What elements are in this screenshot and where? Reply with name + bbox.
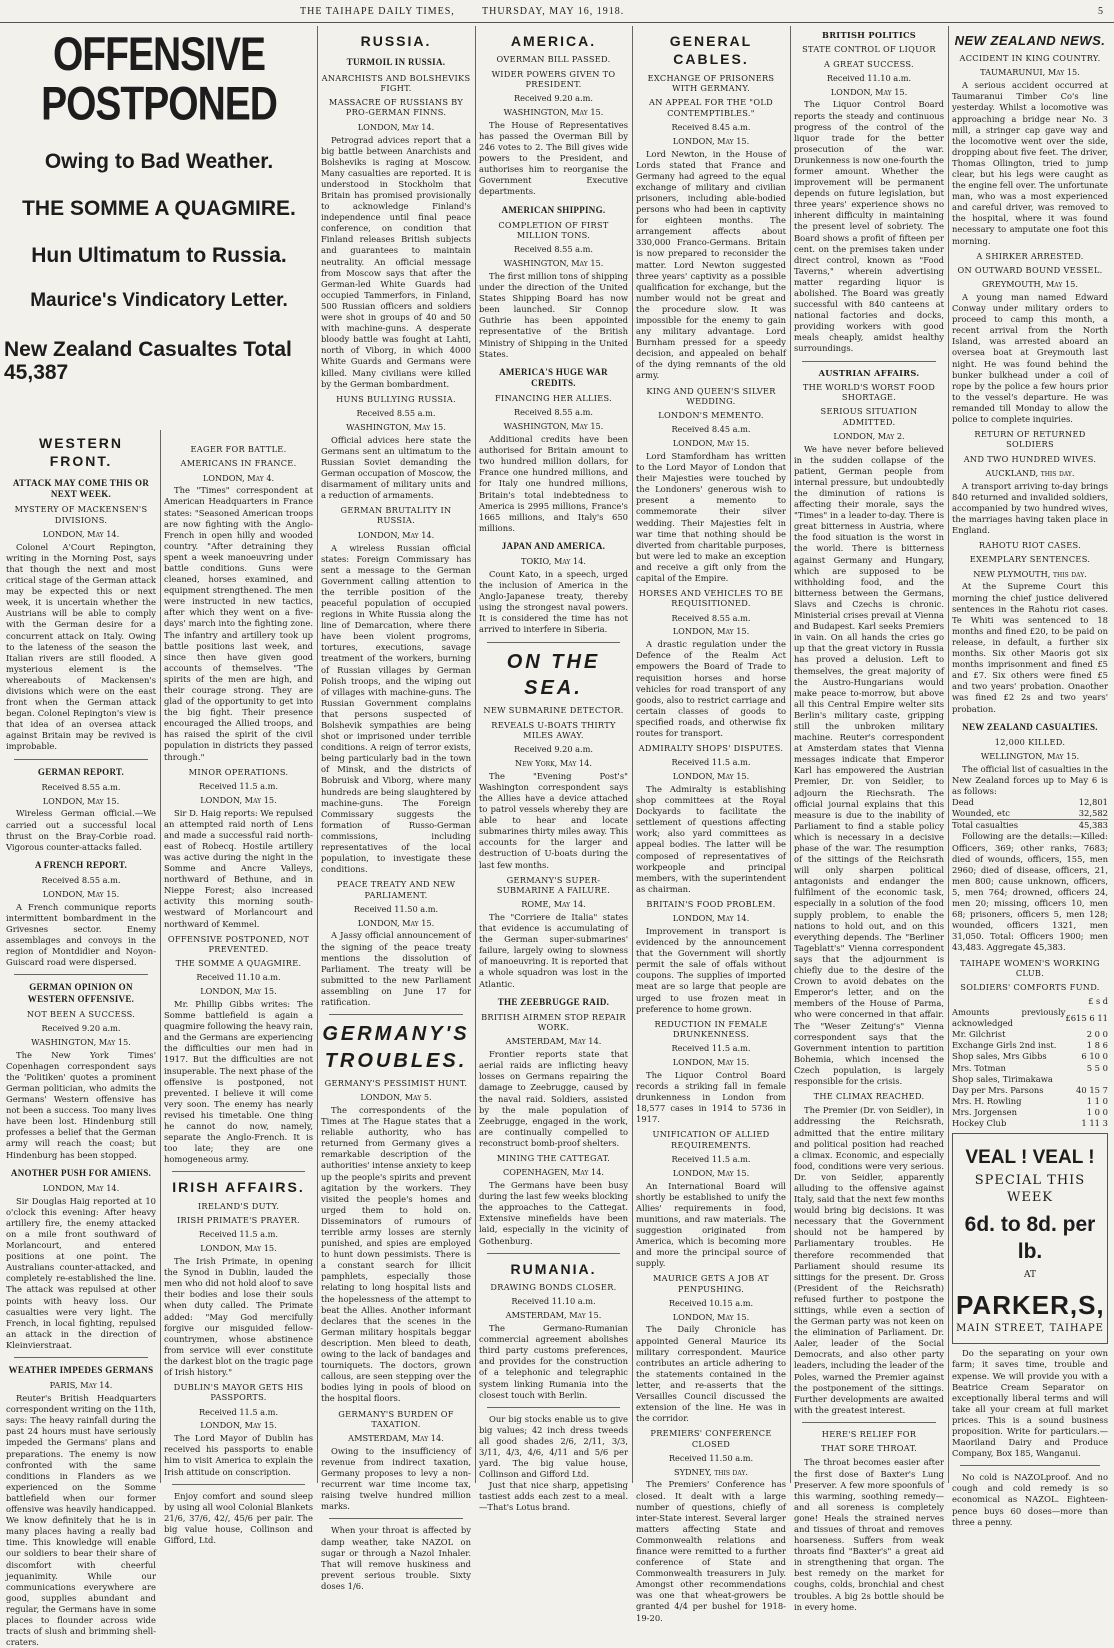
casualty-table xyxy=(952,797,1108,831)
table-row xyxy=(952,1096,1108,1107)
table-row xyxy=(952,1007,1108,1029)
table-value: £615 6 11 xyxy=(1065,1012,1108,1023)
article-subheading: EXEMPLARY SENTENCES. xyxy=(969,554,1091,565)
table-label: Shop sales, Mrs Gibbs xyxy=(952,1051,1047,1062)
table-label: Mr. Gilchrist xyxy=(952,1029,1006,1040)
table-label: Exchange Girls 2nd inst. xyxy=(952,1040,1057,1051)
divider xyxy=(487,1253,620,1254)
article-subheading: WIDER POWERS GIVEN TO PRESIDENT. xyxy=(491,68,616,89)
dateline: TOKIO, May 14. xyxy=(520,556,587,567)
article-body: A young man named Edward Conway under military orders to proceed to camp this month, a recent arrival from the North Island, was arrested aboard an oversea boat at Greymouth last night. He was found behind the bunker bulkhead under a coil of rope by the police a few hours prior to the vessel's departure. He was remanded till Monday to allow the police to complete inquiries. xyxy=(952,291,1108,424)
dateline: LONDON, May 14. xyxy=(672,913,750,924)
article-body: Wireless German official.—We carried out a successful local thrust on the Bray-Corbie road. Vigorous counter-attacks failed. xyxy=(6,808,156,852)
advertisement-separator: Do the separating on your own farm; it saves time, trouble and expense. We will provide you with a Beatrice Cream Separator on exceptionally liberal terms and will take all your cream at full market prices. This is a sound business proposition. Write for particulars.—Maoriland Dairy and Produce Company, Box 185, Wanganui. xyxy=(952,1348,1108,1459)
dateline: LONDON, May 15. xyxy=(42,795,120,806)
article-heading: HUNS BULLYING RUSSIA. xyxy=(336,393,456,404)
article-heading: HERE'S RELIEF FOR xyxy=(821,1428,917,1439)
masthead xyxy=(0,0,1114,23)
divider xyxy=(802,361,936,362)
article-body: Sir D. Haig reports: We repulsed an attempted raid north of Lens and made a successful raid north-east of Robecq. Hostile artillery was active during the night in the Somme and Ancre Valleys, northward of Bethune, and in Nieppe Forest; also increased activity this morning south-westward of Morlancourt and northward of Kemmel. xyxy=(164,807,313,929)
table-value: 2 0 0 xyxy=(1086,1029,1108,1040)
article-body: The "Times" correspondent at American Headquarters in France states: "Seasoned American troops are now fighting with the Anglo-French in open hilly and wooded country. "After detraining they spent a week manoeuvring under battle conditions. Guns were cleaned, horses examined, and equipment strengthened. The men were instructed in new tactics, after which they went on a five-days' march into the fighting zone. The infantry and artillery took up battle positions last week, and since then have given good accounts of themselves. "The spirits of the men are high, and their courage strong. They are glad of the opportunity to get into the big fight. Their presence encouraged the Allied troops, and has raised the spirit of the civil population in districts they passed through." xyxy=(164,485,313,762)
dateline: TAUMARUNUI, May 15. xyxy=(980,67,1080,78)
article-subheading: THAT SORE THROAT. xyxy=(820,1443,918,1454)
dateline: LONDON, May 15. xyxy=(672,1167,750,1178)
received-time: Received 11.10 a.m. xyxy=(196,972,281,983)
article-heading: GERMAN BRUTALITY IN RUSSIA. xyxy=(340,505,452,526)
section-irish-affairs: IRISH AFFAIRS. xyxy=(172,1179,305,1196)
dateline: LONDON, May 14. xyxy=(42,528,120,539)
received-time: Received 8.55 a.m. xyxy=(513,244,594,255)
column-rule xyxy=(475,26,476,1483)
article-heading: RAHOTU RIOT CASES. xyxy=(978,540,1082,551)
received-time: Received 8.45 a.m. xyxy=(671,424,751,435)
divider xyxy=(960,1465,1100,1466)
dateline: LONDON, May 15. xyxy=(672,1057,750,1068)
dateline: New York, May 14. xyxy=(515,757,592,768)
article-subheading: FINANCING HER ALLIES. xyxy=(494,393,613,404)
table-row xyxy=(952,1118,1108,1129)
article-heading: MINOR OPERATIONS. xyxy=(188,766,289,777)
article-body: Reuter's British Headquarters correspondent writing on the 11th, says: The heavy rainfall during the past 24 hours must have seriously impeded the Germans' plans and preparations. The enemy is now confronted with the same conditions in Flanders as we experienced on the Somme battlefield when our former offensive was heavily handicapped. We know definitely that he is in many places having a really bad time. This knowledge will enable our soldiers to bear their share of discomfort with cheerful jequanimity. While our communications everywhere are good, supplies abundant and regular, the Germans have in some places to flounder across wide tracts of slush and brimming shell-craters. xyxy=(6,1393,156,1648)
table-row xyxy=(952,1040,1108,1051)
dateline: LONDON, May 15. xyxy=(672,135,750,146)
article-subheading: AN APPEAL FOR THE "OLD CONTEMPTIBLES." xyxy=(649,97,773,118)
article-body: The first million tons of shipping under the direction of the United States Shipping Board has now been launched. Sir Connop Guthrie has been appointed representative of the British Ministry of Shipping in the United States. xyxy=(479,270,628,359)
dateline: LONDON, May 15. xyxy=(672,771,750,782)
article-subheading: SOLDIERS' COMFORTS FUND. xyxy=(960,982,1100,993)
dateline: AUCKLAND, this day. xyxy=(985,467,1075,478)
article-heading: AMERICAN SHIPPING. xyxy=(501,204,606,215)
table-value: 1 0 0 xyxy=(1086,1106,1108,1117)
dateline: LONDON, May 15. xyxy=(200,1420,277,1431)
dateline: LONDON, May 14. xyxy=(42,1182,120,1193)
article-body: The "Corriere de Italia" states that evidence is accumulating of the German super-submarines' failure, largely owing to slowness of manoeuvring. It is reported that a whole squadron was lost in the Atlantic. xyxy=(479,911,628,989)
article-heading: NEW ZEALAND CASUALTIES. xyxy=(962,721,1098,732)
advertisement-blankets: Enjoy comfort and sound sleep by using all wool Colonial Blankets 21/6, 37/6, 42/, 45/6 per pair. The big value house, Collinson and Gifford, Ltd. xyxy=(164,1490,313,1545)
article-heading: OFFENSIVE POSTPONED, NOT PREVENTED. xyxy=(167,933,310,954)
dateline: LONDON, May 15. xyxy=(357,917,435,928)
received-time: Received 11.5 a.m. xyxy=(198,1229,279,1240)
section-austrian-affairs: AUSTRIAN AFFAIRS. xyxy=(818,367,920,378)
table-label: Total casualties xyxy=(952,820,1060,832)
article-body: The Germans have been busy during the last few weeks blocking the approaches to the Cattegat. Extensive minefields have been laid, especially in the vicinity of Gothenburg. xyxy=(479,1180,628,1246)
table-row xyxy=(952,1063,1108,1074)
table-value: 45,383 xyxy=(1060,820,1108,832)
column-5 xyxy=(636,26,786,1623)
article-subheading: SERIOUS SITUATION ADMITTED. xyxy=(820,406,918,427)
section-on-the-sea: ON THE SEA. xyxy=(506,650,601,699)
section-america: AMERICA. xyxy=(510,33,597,49)
article-body: Lord Stamfordham has written to the Lord Mayor of London that their Majesties were touched by the Londoners' generous wish to present a memento to commemorate their silver wedding. Their Majesties felt in war time that nothing should be diverted from charitable purposes, but were led to make an exception and receive a gift only from the capital of the Empire. xyxy=(636,450,786,583)
received-time: Received 9.20 a.m. xyxy=(513,93,594,104)
advertisement-nazol-2: No cold is NAZOLproof. And no cough and cold remedy is so economical as NAZOL. Eighteen-pence buys 60 doses—more than three a penny. xyxy=(952,1472,1108,1527)
article-body: Improvement in transport is evidenced by the announcement that the Government will shortly permit the sale of offals without coupons. The supplies of imported meat are so large that people are urged to use frozen meat in preference to home grown. xyxy=(636,926,786,1014)
received-time: Received 9.20 a.m. xyxy=(513,744,594,755)
divider xyxy=(172,1484,305,1485)
article-subheading: AND TWO HUNDRED WIVES. xyxy=(963,453,1097,464)
article-body: Count Kato, in a speech, urged the inclusion of America in the Anglo-Japanese treaty, thereby using the strongest naval powers. It is considered the time has not arrived to interfere in Siberia. xyxy=(479,569,628,635)
article-heading: STATE CONTROL OF LIQUOR xyxy=(802,44,936,55)
dateline: WASHINGTON, May 15. xyxy=(31,1036,131,1047)
column-2 xyxy=(164,440,313,1545)
table-value: 40 15 7 xyxy=(1076,1084,1108,1095)
article-heading: KING AND QUEEN'S SILVER WEDDING. xyxy=(646,385,776,406)
received-time: Received 11.5 a.m. xyxy=(671,1043,751,1054)
received-time: Received 8.55 a.m. xyxy=(513,407,594,418)
advertisement-tweeds: Our big stocks enable us to give big values; 42 inch dress tweeds all good shades 2/6, 2/11, 3/3, 3/11, 4/3, 4/6, 4/11 and 5/6 per yard. The big value house, Collinson and Gifford Ltd. xyxy=(479,1413,628,1480)
article-subheading: MYSTERY OF MACKENSEN'S DIVISIONS. xyxy=(14,504,148,525)
article-heading: A SHIRKER ARRESTED. xyxy=(976,250,1084,261)
column-rule xyxy=(790,26,791,1483)
received-time: Received 11.50 a.m. xyxy=(353,903,439,914)
article-heading: GERMAN REPORT. xyxy=(37,766,125,777)
divider xyxy=(329,1014,463,1015)
article-subheading: LONDON'S MEMENTO. xyxy=(658,410,764,421)
table-row xyxy=(952,808,1108,820)
article-body: Owing to the insufficiency of revenue from indirect taxation, Germany proposes to levy a non-recurrent war time income tax, raising twelve hundred million marks. xyxy=(321,1445,471,1512)
advertisement-parkers xyxy=(952,1133,1108,1344)
dateline: LONDON, May 2. xyxy=(833,430,905,441)
table-value: 6 10 0 xyxy=(1081,1051,1108,1062)
received-time: Received 10.15 a.m. xyxy=(668,1297,754,1308)
article-heading: EXCHANGE OF PRISONERS WITH GERMANY. xyxy=(647,72,775,94)
article-body: The Lord Mayor of Dublin has received his passports to enable him to visit America to explain the Irish attitude on conscription. xyxy=(164,1433,313,1477)
article-heading: TURMOIL IN RUSSIA. xyxy=(346,57,446,68)
article-body: The Liquor Control Board records a striking fall in female drunkenness in London from 18,577 cases in 1914 to 5736 in 1917. xyxy=(636,1069,786,1125)
received-time: Received 11.5 a.m. xyxy=(671,1153,751,1164)
received-time: Received 8.45 a.m. xyxy=(671,121,751,132)
dateline: WASHINGTON, May 15. xyxy=(503,107,604,118)
divider xyxy=(14,974,148,975)
issue-date: THURSDAY, MAY 16, 1918. xyxy=(482,6,625,17)
article-heading: GERMANY'S PESSIMIST HUNT. xyxy=(324,1077,468,1088)
section-general-cables: GENERAL CABLES. xyxy=(669,33,753,68)
article-heading: GERMANY'S BURDEN OF TAXATION. xyxy=(338,1408,454,1429)
table-row xyxy=(952,1107,1108,1118)
dateline: COPENHAGEN, May 14. xyxy=(502,1167,605,1178)
article-subheading: A GREAT SUCCESS. xyxy=(824,58,914,69)
table-label: Mrs. H. Rowling xyxy=(952,1095,1022,1106)
newspaper-title: THE TAIHAPE DAILY TIMES, xyxy=(300,6,455,17)
dateline: AMSTERDAM, May 14. xyxy=(348,1433,444,1444)
section-western-front: WESTERN FRONT. xyxy=(39,435,123,470)
received-time: Received 9.20 a.m. xyxy=(41,1023,121,1034)
article-heading: HORSES AND VEHICLES TO BE REQUISITIONED. xyxy=(638,588,784,609)
article-body: The Liquor Control Board reports the steady and continuous progress of the control of the liquor trade for the better prosecution of the war. Drunkenness is now one-fourth the former amount. Whether the improvement will be permanent depends on future legislation, but three years' experience shows no inherent difficulty in maintaining the present level of sobriety. The Board shows a profit of fifteen per cent. on the premises taken under direct control, known as "Food Taverns," wherein advertising matter regarding liquor is abolished. The Board was greatly successful with 840 canteens at national factories and docks, providing workers with good meals cheaply, amidst healthy surroundings. xyxy=(794,99,944,354)
divider xyxy=(14,1357,148,1358)
divider xyxy=(14,759,148,760)
article-heading: MINING THE CATTEGAT. xyxy=(496,1153,611,1164)
article-subheading: THE SOMME A QUAGMIRE. xyxy=(175,958,302,969)
table-label: Amounts previously acknowledged xyxy=(952,1007,1066,1029)
dateline: GREYMOUTH, May 15. xyxy=(982,279,1078,290)
advertisement-lotus: Just that nice sharp, appetising tastiest adds each zest to a meal.—That's Lotus brand. xyxy=(479,1480,628,1513)
article-subheading: NOT BEEN A SUCCESS. xyxy=(26,1008,136,1019)
table-label: Mrs. Totman xyxy=(952,1062,1006,1073)
dateline: LONDON, May 5. xyxy=(360,1092,432,1103)
advertisement-baxters: The throat becomes easier after the first dose of Baxter's Lung Preserver. A few more spoonfuls of this warming, soothing remedy—and all soreness is completely gone! Heals the strained nerves and tissues of throat and removes hoarseness. Suffers from weak throats find "Baxter's" a great aid in strengthening that organ. The best remedy on the market for coughs, colds, bronchial and chest troubles. A big 2s bottle should be in every home. xyxy=(794,1457,944,1612)
dateline: LONDON, May 14. xyxy=(357,529,435,540)
dateline: AMSTERDAM, May 15. xyxy=(505,1310,602,1321)
article-heading: BRITAIN'S FOOD PROBLEM. xyxy=(646,898,776,909)
table-label: Dead xyxy=(952,797,975,808)
article-heading: ANOTHER PUSH FOR AMIENS. xyxy=(10,1167,152,1178)
article-heading: PREMIERS' CONFERENCE CLOSED xyxy=(650,1428,772,1449)
ad-veal-heading: VEAL ! VEAL ! xyxy=(965,1147,1095,1169)
headline-line-4: Maurice's Vindicatory Letter. xyxy=(30,290,288,312)
dateline: LONDON, May 15. xyxy=(200,986,277,997)
article-heading: ATTACK MAY COME THIS OR NEXT WEEK. xyxy=(12,477,150,500)
received-time: Received 8.55 a.m. xyxy=(41,875,121,886)
article-heading: DRAWING BONDS CLOSER. xyxy=(490,1282,617,1293)
fund-table xyxy=(952,1007,1108,1129)
article-heading: NEW SUBMARINE DETECTOR. xyxy=(483,705,624,716)
table-row xyxy=(952,1085,1108,1096)
column-4 xyxy=(479,26,628,1513)
received-time: Received 8.55 a.m. xyxy=(41,781,121,792)
dateline: LONDON, May 15. xyxy=(672,626,750,637)
received-time: Received 11.10 a.m. xyxy=(826,72,912,83)
dateline: PARIS, May 14. xyxy=(49,1380,113,1391)
column-rule xyxy=(948,26,949,1483)
front-headline-block xyxy=(4,26,314,426)
headline-line-2: THE SOMME A QUAGMIRE. xyxy=(22,196,296,220)
section-rumania: RUMANIA. xyxy=(510,1260,597,1277)
table-row xyxy=(952,820,1108,832)
column-1 xyxy=(6,428,156,1648)
article-body: The correspondents of the Times at The Hague states that a reliable authority, who has returned from Germany gives a remarkable description of the authorities' intense anxiety to keep up the people's spirits and prevent agitation by the workers. They visited the people's homes and urged them to hold on. Disseminators of rumours of terrible army losses are sternly punished, and spies are employed to hunt down pessimists. There is a constant search for illicit pamphlets, especially those relating to long hospital lists and the hopelessness of the attempt to beat the Allies. Another informant declares that the scenes in the German military hospitals beggar description. Men bleed to death, owing to the lack of bandages and tourniquets. The doctors, grown callous, are seen stepping over the bodies lying in pools of blood on the hospital floors. xyxy=(321,1104,471,1404)
section-new-zealand-news: NEW ZEALAND NEWS. xyxy=(954,33,1106,48)
received-time: Received 11.5 a.m. xyxy=(671,757,751,768)
article-heading: MAURICE GETS A JOB AT PENPUSHING. xyxy=(653,1273,769,1294)
divider xyxy=(487,642,620,643)
table-value xyxy=(1065,1074,1108,1085)
article-heading: THE CLIMAX REACHED. xyxy=(813,1091,925,1102)
section-germanys-troubles: GERMANY'S TROUBLES. xyxy=(322,1023,470,1072)
received-time: Received 11.5 a.m. xyxy=(198,1406,279,1417)
currency-header: £ s d xyxy=(1088,996,1108,1007)
dateline: LONDON, May 15. xyxy=(830,86,908,97)
article-body: The Admiralty is establishing shop committees at the Royal Dockyards to facilitate the settlement of questions affecting work; also yard committees as appeal bodies. The latter will be composed of representatives of workpeople and principal members, with the superintendent as chairman. xyxy=(636,784,786,894)
column-6 xyxy=(794,26,944,1612)
article-body: The New York Times' Copenhagen correspondent says the 'Politiken' quotes a prominent German politician, who admits the Germans' Western offensive has not been a success. Too many lives have been lost. Hindenburg still professes a belief that the German army will reach the coast; but Hindenburg has been stopped. xyxy=(6,1049,156,1160)
article-heading: AMERICA'S HUGE WAR CREDITS. xyxy=(499,366,608,388)
column-rule xyxy=(632,26,633,1483)
ad-at: AT xyxy=(1023,1269,1036,1280)
article-subheading: AMERICANS IN FRANCE. xyxy=(180,458,297,469)
page-number: 5 xyxy=(1098,6,1104,17)
received-time: Received 11.5 a.m. xyxy=(198,780,279,791)
article-heading: RETURN OF RETURNED SOLDIERS xyxy=(974,429,1086,450)
article-body: Petrograd advices report that a big battle between Anarchists and Bolsheviks is raging at Moscow. Many casualties are reported. It is understood in Stockholm that Britain has promised provisionally to acknowledge Finland's independence until final peace conference, on condition that Finland releases British subjects and guarantees to maintain neutrality. An official message from Moscow says that after the German-led White Guards had occupied Tammerfors, in Finland, 500 Russian officers and soldiers were shot in groups of 40 and 50 with machine-guns. A desperate bloody battle was fought at Lahti, north of Viborg, in which 4000 White Guards and Germans were killed. Many civilians were killed by the German bombardment. xyxy=(321,134,471,389)
article-body: We have never before believed in the sudden collapse of the patient, German people from internal pressure, but undoubtedly the diminution of rations is affecting their morale, says the "Times" in a leader to-day. There is great bitterness in Austria, where the food situation is the worst in the world. There is bitterness against Germany and Hungary, which are supposed to be withholding food, and the bitterness between the Germans, Slavs and Czechs is chronic. Ministerial crises prevail at Vienna and Budapest. Karl seeks Premiers in vain. On all hands the cries go up that the great victory in Russia has proved a delusion. Left to themselves, the great majority of the Austro-Hungarians would make peace to-morrow, but above all this Central Empire welter sits Berlin's military caste, gripping still the unbroken military machine. Reuter's correspondent at Amsterdam states that Vienna messages indicate that Emperor Karl has empowered the Austrian Premier, Dr. von Seidler, to adjourn the Riechsrath. The official journal explains that this measure is due to the inability of Parliament to find a stable policy which is necessary in a decisive phase of the war. The resumption of the sittings of the Reichsrath will only sharpen political antagonists and endanger the fulfilment of the economic task, especially in a solution of the food supply problem, to enable the nations to hold out, and on this everything depends. The "Berliner Tageblatt's" Vienna correspondent says that the adjournment is chiefly due to the desire of the Crown to avoid debates on the Emperor's letter, and on the members of the House of Parma, who were concerned in that affair. The "Weser Zeitung's" Vienna correspondent says that the Government intention to partition Bohemia, which incensed the Czech population, is largely responsible for the crisis. xyxy=(794,443,944,1086)
article-heading: ADMIRALTY SHOPS' DISPUTES. xyxy=(638,743,784,754)
dateline: NEW PLYMOUTH, this day. xyxy=(973,568,1087,579)
table-value: 1 8 6 xyxy=(1086,1040,1108,1051)
table-row xyxy=(952,797,1108,808)
table-row xyxy=(952,1051,1108,1062)
main-headline: OFFENSIVE POSTPONED xyxy=(41,29,277,131)
table-value: 32,582 xyxy=(1078,808,1108,819)
dateline: LONDON, May 15. xyxy=(200,794,277,805)
article-subheading: REVEALS U-BOATS THIRTY MILES AWAY. xyxy=(491,719,616,740)
article-heading: PEACE TREATY AND NEW PARLIAMENT. xyxy=(336,879,456,900)
dateline: WASHINGTON, May 15. xyxy=(503,421,604,432)
article-body: Sir Douglas Haig reported at 10 o'clock this evening: After heavy artillery fire, the enemy attacked on a mile front southward of Morlancourt, and entered positions at one point. The Australians counter-attacked, and completely re-established the line. The attack was repulsed at other points with heavy loss. Our casualties were very light. The French, in local fighting, repulsed an attack in the direction of Kleinvierstraat. xyxy=(6,1195,156,1350)
dateline: LONDON, May 14. xyxy=(357,121,435,132)
article-subheading: ANARCHISTS AND BOLSHEVIKS FIGHT. xyxy=(321,72,471,93)
article-heading: ACCIDENT IN KING COUNTRY. xyxy=(959,53,1101,64)
article-subheading: MASSACRE OF RUSSIANS BY PRO-GERMAN FINNS. xyxy=(328,97,464,118)
dateline: AMSTERDAM, May 14. xyxy=(505,1036,602,1047)
article-body: Official advices here state the Germans sent an ultimatum to the Russian Soviet demanding the German occupation of Moscow, the disarmament of military units and a reduction of armaments. xyxy=(321,434,471,501)
section-british-politics: BRITISH POLITICS xyxy=(821,30,916,40)
article-body: Lord Newton, in the House of Lords stated that France and Germany had agreed to the equal exchange of military and civilian prisoners, including able-bodied persons who had been in captivity for eighteen months. The arrangement affects about 330,000 Franco-Germans. Britain is now prepared to reconsider the matter. Lord Newton suggested three years' captivity as a possible qualification for exchange, but the number would not be great and the procedure slow. It was impossible for the enemy to gain any military advantage. Lord Burnham pressed for a speedy decision, and appealed on behalf of the dying remnants of the old army. xyxy=(636,148,786,381)
table-label: Shop sales, Tirimakawa xyxy=(952,1073,1053,1084)
article-subheading: ON OUTWARD BOUND VESSEL. xyxy=(957,264,1103,275)
received-time: Received 11.10 a.m. xyxy=(511,1296,596,1307)
article-body: The Irish Primate, in opening the Synod in Dublin, lauded the men who did not hold aloof to save their bodies and lose their souls when duty called. The Primate added: "May God mercifully forgive our misguided fellow-countrymen, whose abstinence from service will ever constitute the darkest blot on the tragic page of Irish history." xyxy=(164,1256,313,1377)
article-body: The "Evening Post's" Washington correspondent says the Allies have a device attached to patrol vessels whereby they are able to hear and locate submarines thirty miles away. This accounts for the larger and destruction of U-boats during the last few months. xyxy=(479,770,628,870)
table-label: Day per Mrs. Parsons xyxy=(952,1084,1044,1095)
table-value: 12,801 xyxy=(1078,797,1108,808)
ad-price: 6d. to 8d. per lb. xyxy=(964,1212,1096,1264)
table-value: 1 1 0 xyxy=(1086,1095,1108,1106)
column-rule xyxy=(160,430,161,1483)
dateline: LONDON, May 4. xyxy=(202,472,275,483)
article-body: A French communique reports intermittent bombardment in the Grivesnes sector. Enemy assemblages and convoys in the region of Montdidier and Noyon-Guiscard road were dispersed. xyxy=(6,901,156,968)
article-heading: UNIFICATION OF ALLIED REQUIREMENTS. xyxy=(652,1129,770,1150)
article-body: The Daily Chronicle has appointed General Maurice its military correspondent. Maurice contributes an article adhering to the statements contained in the letter, and re-asserts that the Versailles Council discussed the extension of the line. He was in the corridor. xyxy=(636,1324,786,1424)
article-body: An International Board will shortly be established to unify the Allies' requirements in food, munitions, and raw materials. The suggestion originated from America, which is becoming more and more the principal source of supply. xyxy=(636,1180,786,1269)
article-heading: JAPAN AND AMERICA. xyxy=(501,540,606,551)
table-row xyxy=(952,1074,1108,1085)
article-body: A wireless Russian official states: Foreign Commissary has sent a message to the German Government calling attention to the terrible position of the peaceful population of occupied regions in White Russia along the line of Demarcation, where there have been violent progroms, tortures, executions, savage treatment of the workers, burning of Russian villages by German Polish troops, and the wiping out of villages with machine-guns. The Russian Government complains that persons suspected of Bolshevik sympathies are being shot or imprisoned under terrible conditions. A reign of terror exists, being particularly bad in the town of Minsk, and the districts of Bobruisk and Viborg, where many hundreds are being slaughtered by machine-guns. The Foreign Commissary suggests the formation of Russo-German commissions, including representatives of the local population, to investigate these conditions. xyxy=(321,542,471,875)
received-time: Received 11.50 a.m. xyxy=(668,1452,754,1463)
table-row xyxy=(952,1029,1108,1040)
received-time: Received 8.55 a.m. xyxy=(356,407,436,418)
article-heading: DUBLIN'S MAYOR GETS HIS PASSPORTS. xyxy=(173,1382,304,1403)
ad-special: SPECIAL THIS WEEK xyxy=(974,1173,1086,1206)
section-russia: RUSSIA. xyxy=(360,33,432,49)
article-subheading: COMPLETION OF FIRST MILLION TONS. xyxy=(498,219,609,241)
article-body: The Premiers' Conference has closed. It dealt with a large number of questions, chiefly of inter-State interest. Several larger matters affecting State and Commonwealth relations and finance were remitted to a further conference of State and Commonwealth treasurers in July. Amongst other recommendations was one that wheat-growers be granted 4/4 per bushel for 1918-19-20. xyxy=(636,1479,786,1623)
article-heading: TAIHAPE WOMEN'S WORKING CLUB. xyxy=(960,957,1100,978)
advertisement-nazol: When your throat is affected by damp weather, take NAZOL on sugar or through a Nazol Inhaler. That will remove huskiness and prevent serious trouble. Sixty doses 1/6. xyxy=(321,1525,471,1591)
dateline: LONDON, May 15. xyxy=(672,1311,750,1322)
article-body: A transport arriving to-day brings 840 returned and invalided soldiers, accompanied by two hundred wives, the marriages having taken place in England. xyxy=(952,480,1108,536)
article-subheading: THE WORLD'S WORST FOOD SHORTAGE. xyxy=(802,381,936,403)
table-label: Hockey Club xyxy=(952,1118,1007,1129)
article-body: The official list of casualties in the New Zealand forces up to May 6 is as follows: xyxy=(952,763,1108,797)
article-heading: OVERMAN BILL PASSED. xyxy=(496,54,611,65)
dateline: WELLINGTON, May 15. xyxy=(980,751,1080,762)
headline-line-1: Owing to Bad Weather. xyxy=(44,149,274,173)
table-value: 5 5 0 xyxy=(1086,1062,1108,1073)
divider xyxy=(802,1422,936,1423)
article-subheading: BRITISH AIRMEN STOP REPAIR WORK. xyxy=(481,1011,626,1033)
column-7 xyxy=(952,26,1108,1527)
column-rule xyxy=(317,26,318,1483)
divider xyxy=(172,1171,305,1172)
article-body: A drastic regulation under the Defence of the Realm Act empowers the Board of Trade to requisition horses and horse vehicles for road transport of any goods, also to restrict carriage and certain classes of goods to specified roads, and otherwise fix routes for transport. xyxy=(636,639,786,738)
article-subheading: IRELAND'S DUTY. xyxy=(197,1200,280,1211)
article-body: The Germano-Rumanian commercial agreement abolishes third party customs preferences, and provides for the construction of a telephonic and telegraphic system linking Rumania into the closest touch with Berlin. xyxy=(479,1323,628,1400)
article-body: The House of Representatives has passed the Overman Bill by 246 votes to 2. The Bill gives wide powers to the President, and authorises him to reorganise the Government Executive departments. xyxy=(479,119,628,197)
received-time: Received 8.55 a.m. xyxy=(671,612,751,623)
article-heading: THE ZEEBRUGGE RAID. xyxy=(497,996,610,1007)
article-subheading: 12,000 KILLED. xyxy=(994,736,1066,747)
dateline: LONDON, May 15. xyxy=(42,888,120,899)
article-heading: GERMANY'S SUPER-SUBMARINE A FAILURE. xyxy=(496,874,611,895)
dateline: LONDON, May 15. xyxy=(200,1243,277,1254)
table-label: Mrs. Jorgensen xyxy=(952,1106,1017,1117)
dateline: WASHINGTON, May 15. xyxy=(503,258,604,269)
article-subheading: IRISH PRIMATE'S PRAYER. xyxy=(177,1215,300,1226)
column-3 xyxy=(321,26,471,1591)
table-label: Wounded, etc xyxy=(952,808,1010,819)
dateline: ROME, May 14. xyxy=(521,899,586,910)
ad-address: MAIN STREET, TAIHAPE xyxy=(956,1323,1104,1335)
article-body: Following are the details:—Killed: Officers, 369; other ranks, 7683; died of wounds, officers, 155, men 2960; died of disease, officers, 21, men 800; cause unknown, officers, 5, men 764; drowned, officers 24, men 20; missing, officers 10, men 68; prisoners, officers 5, men 128; wounded, officers 1321, men 31,050. Total: Officers 1900; men 43,483. Aggregate 45,383. xyxy=(952,831,1108,953)
divider xyxy=(329,1518,463,1519)
headline-line-3: Hun Ultimatum to Russia. xyxy=(31,244,287,268)
article-heading: REDUCTION IN FEMALE DRUNKENNESS. xyxy=(654,1018,768,1040)
dateline: WASHINGTON, May 15. xyxy=(346,421,446,432)
article-body: Mr. Phillip Gibbs writes: The Somme battlefield is again a quagmire following the heavy rain, and the Germans are experiencing the difficulties our men had in 1917. But the difficulties are not insuperable. The next phase of the offensive is postponed, not prevented. I believe it will come very soon. The enemy has nearly revised his timetable. One thing he cannot do now, namely, separate the Anglo-French. It is too late; they are one homogeneous army. xyxy=(164,999,313,1165)
article-body: A serious accident occurred at Taumaranui Timber Co's line yesterday. Whilst a locomotive was approaching a bridge near No. 3 mill, a stringer cap gave way and the locomotive went over the side, dropping about five feet. The driver, Thomas Ollington, tried to jump clear, but his legs were caught as the engine fell over. The unfortunate man, who was a most experienced and careful driver, was removed to the hospital, where it was found necessary to amputate one foot this morning. xyxy=(952,80,1108,246)
article-body: Frontier reports state that aerial raids are inflicting heavy losses on Germans repairing the damage to Zeebrugge, caused by the naval raid. Soldiers, assisted by the male population of Zeebrugge, engaged in the work, are continually compelled to reconstruct bomb-proof shelters. xyxy=(479,1049,628,1148)
article-heading: GERMAN OPINION ON WESTERN OFFENSIVE. xyxy=(27,982,135,1004)
article-body: The Premier (Dr. von Seidler), in addressing the Reichsrath, admitted that the entire military and political position had reached a climax. Economic, and especially food, conditions were very serious. Dr. von Seidler, apparently alluding to the offensive against Italy, said that the next few months would bring big decisions. It was necessary that the Government should not be hampered by Parliamentary troubles. He therefore recommended that Parliament should resume its sittings for the present. Dr. Gross (President of the Reichsrath) refused further to postpone the sittings, while even a section of the German party was not keen on the elimination of Parliament. Dr. Aaler, leader of the Social Democrats, and also other party leaders, including the leader of the Poles, warned the Premier against the postponement of the sittings. Further developments are awaited with the greatest interest. xyxy=(794,1105,944,1415)
article-body: Additional credits have been authorised for Britain amount to two hundred million dollars, for France one hundred millions, and for Italy one hundred millions, Britain's total indebtedness to America is 2995 millions, France's 1665 millions, and Italy's 650 millions. xyxy=(479,434,628,533)
headline-line-5: New Zealand Casualtes Total 45,387 xyxy=(4,338,292,385)
divider xyxy=(487,1407,620,1408)
table-value: 1 11 3 xyxy=(1081,1118,1108,1129)
article-body: Colonel A'Court Repington, writing in the Morning Post, says that though the next and most critical stage of the German attack may be expected this or next week, it is uncertain whether the Austrians will be able to comply with the German desire for a concurrent attack on Italy. Owing to the lateness of the season the Italian rivers are still flooded. A mysterious element is the whereabouts of Mackensen's divisions which were on the east front when the German attack began. Colonel Repington's view is that idea of an oversea attack against Britain may be revived is improbable. xyxy=(6,541,156,752)
dateline: LONDON, May 15. xyxy=(672,438,750,449)
article-heading: WEATHER IMPEDES GERMANS xyxy=(8,1365,154,1376)
ad-shop-name: PARKER,S, xyxy=(956,1289,1105,1320)
article-heading: EAGER FOR BATTLE. xyxy=(190,444,287,454)
article-body: A Jassy official announcement of the signing of the peace treaty mentions the dissolution of Parliament. The treaty will be submitted to the new Parliament assembling on June 17 for ratification. xyxy=(321,930,471,1008)
article-body: At the Supreme Court this morning the chief justice delivered sentences in the Rahotu riot cases. Te Whiti was sentenced to 18 months and fined £20, to be paid on release, in default, a further six months. Six other Maoris got six months imprisonment and fined £5 and £7. Six others were fined £5 and two years' probation. Onaother was fined £2 2s and two years' probation. xyxy=(952,581,1108,714)
dateline: SYDNEY, this day. xyxy=(673,1466,749,1477)
article-heading: A FRENCH REPORT. xyxy=(34,859,128,870)
